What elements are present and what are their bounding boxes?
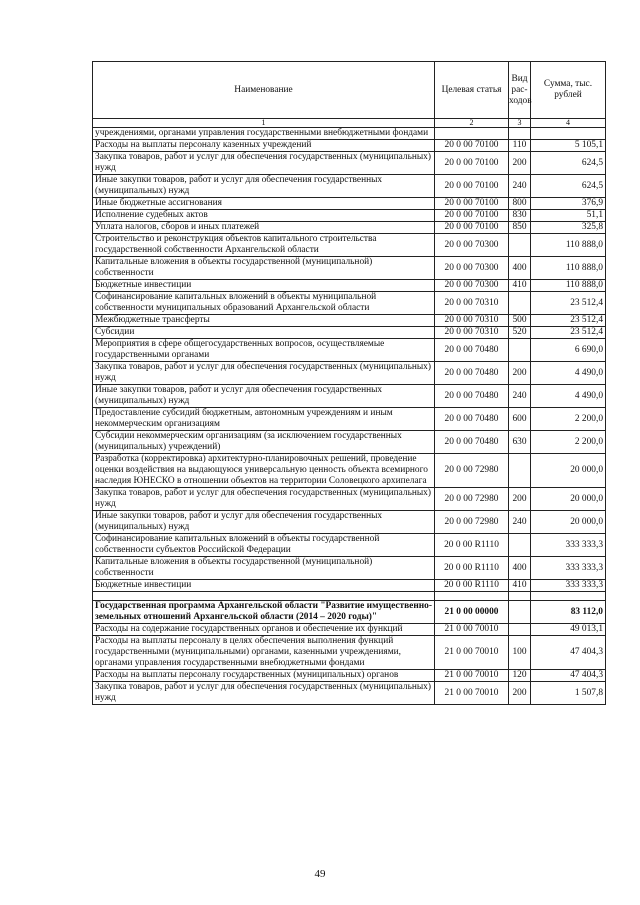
row-sum: 4 490,0: [531, 385, 606, 408]
row-name: Софинансирование капитальных вложений в объекты муниципальной собственности муниципальных образований Архангельской области: [93, 292, 435, 315]
row-code: [435, 592, 509, 601]
row-name: Государственная программа Архангельской области "Развитие имущественно-земельных отношений Архангельской области (2014 – 2020 годы)": [93, 601, 435, 624]
header-type: Вид рас-ходов: [509, 62, 531, 119]
row-name: Иные закупки товаров, работ и услуг для обеспечения государственных (муниципальных) нужд: [93, 175, 435, 198]
row-name: Межбюджетные трансферты: [93, 315, 435, 327]
row-code: 20 0 00 70310: [435, 315, 509, 327]
row-code: 20 0 00 70300: [435, 234, 509, 257]
row-type: 200: [509, 682, 531, 705]
page-number: 49: [314, 868, 326, 880]
row-name: Расходы на выплаты персоналу в целях обеспечения выполнения функций государственными (муниципальными) органами, казенными учреждениями, органами управления государственными внебюджетными фондами: [93, 636, 435, 670]
row-code: 20 0 00 70100: [435, 140, 509, 152]
row-sum: 325,8: [531, 222, 606, 234]
row-name: Иные бюджетные ассигнования: [93, 198, 435, 210]
row-sum: 47 404,3: [531, 636, 606, 670]
row-type: 200: [509, 152, 531, 175]
row-sum: 51,1: [531, 210, 606, 222]
table-row: [93, 534, 606, 557]
row-code: 20 0 00 R1110: [435, 580, 509, 592]
row-code: 20 0 00 70100: [435, 152, 509, 175]
row-type: [509, 534, 531, 557]
row-code: 20 0 00 70300: [435, 280, 509, 292]
row-code: 20 0 00 70100: [435, 222, 509, 234]
row-sum: 1 507,8: [531, 682, 606, 705]
row-sum: 20 000,0: [531, 511, 606, 534]
row-name: Расходы на выплаты персоналу государственных (муниципальных) органов: [93, 670, 435, 682]
row-name: Строительство и реконструкция объектов капитального строительства государственной собственности Архангельской области: [93, 234, 435, 257]
row-sum: 4 490,0: [531, 362, 606, 385]
row-name: Уплата налогов, сборов и иных платежей: [93, 222, 435, 234]
row-name: Капитальные вложения в объекты государственной (муниципальной) собственности: [93, 257, 435, 280]
row-sum: 376,9: [531, 198, 606, 210]
row-name: Иные закупки товаров, работ и услуг для обеспечения государственных (муниципальных) нужд: [93, 511, 435, 534]
table-row: [93, 592, 606, 601]
row-sum: 23 512,4: [531, 315, 606, 327]
row-type: [509, 339, 531, 362]
row-code: 21 0 00 70010: [435, 682, 509, 705]
row-type: [509, 454, 531, 488]
row-name: Субсидии некоммерческим организациям (за исключением государственных (муниципальных) учреждений): [93, 431, 435, 454]
row-sum: 624,5: [531, 175, 606, 198]
row-code: 21 0 00 70010: [435, 636, 509, 670]
column-number: 4: [531, 119, 606, 128]
table-row: [93, 222, 606, 234]
column-number-row: [93, 119, 606, 128]
table-row: [93, 128, 606, 140]
row-code: 21 0 00 00000: [435, 601, 509, 624]
table-row: [93, 257, 606, 280]
row-code: 21 0 00 70010: [435, 624, 509, 636]
row-type: 120: [509, 670, 531, 682]
row-type: 240: [509, 175, 531, 198]
row-type: [509, 234, 531, 257]
row-code: 20 0 00 70480: [435, 431, 509, 454]
row-type: 410: [509, 580, 531, 592]
row-sum: 110 888,0: [531, 234, 606, 257]
row-sum: 20 000,0: [531, 488, 606, 511]
table-row: [93, 198, 606, 210]
row-type: 850: [509, 222, 531, 234]
row-name: Закупка товаров, работ и услуг для обеспечения государственных (муниципальных) нужд: [93, 362, 435, 385]
row-type: 100: [509, 636, 531, 670]
row-type: 830: [509, 210, 531, 222]
table-row: [93, 339, 606, 362]
row-type: [509, 292, 531, 315]
row-name: Закупка товаров, работ и услуг для обеспечения государственных (муниципальных) нужд: [93, 152, 435, 175]
row-code: 20 0 00 72980: [435, 488, 509, 511]
row-code: 20 0 00 70100: [435, 175, 509, 198]
table-row: [93, 601, 606, 624]
row-name: Софинансирование капитальных вложений в объекты государственной собственности субъектов Российской Федерации: [93, 534, 435, 557]
header-name: Наименование: [93, 62, 435, 119]
row-sum: 23 512,4: [531, 292, 606, 315]
row-type: 110: [509, 140, 531, 152]
table-row: [93, 580, 606, 592]
row-type: [509, 601, 531, 624]
row-type: 200: [509, 362, 531, 385]
table-body: [93, 128, 606, 705]
row-sum: 5 105,1: [531, 140, 606, 152]
table-row: [93, 362, 606, 385]
row-name: Предоставление субсидий бюджетным, автономным учреждениям и иным некоммерческим организациям: [93, 408, 435, 431]
row-sum: 333 333,3: [531, 534, 606, 557]
table-row: [93, 280, 606, 292]
row-type: 410: [509, 280, 531, 292]
row-code: [435, 128, 509, 140]
row-name: Субсидии: [93, 327, 435, 339]
row-type: 800: [509, 198, 531, 210]
row-type: [509, 128, 531, 140]
table-row: [93, 315, 606, 327]
row-code: 20 0 00 70480: [435, 339, 509, 362]
row-type: 500: [509, 315, 531, 327]
budget-table: [92, 61, 606, 705]
table-row: [93, 488, 606, 511]
row-code: 20 0 00 R1110: [435, 557, 509, 580]
table-row: [93, 175, 606, 198]
row-type: [509, 592, 531, 601]
row-type: 600: [509, 408, 531, 431]
row-type: 400: [509, 557, 531, 580]
row-sum: 333 333,3: [531, 580, 606, 592]
row-type: 630: [509, 431, 531, 454]
table-row: [93, 431, 606, 454]
row-name: Расходы на содержание государственных органов и обеспечение их функций: [93, 624, 435, 636]
row-sum: [531, 128, 606, 140]
row-name: [93, 592, 435, 601]
row-code: 20 0 00 72980: [435, 511, 509, 534]
row-sum: 49 013,1: [531, 624, 606, 636]
table-row: [93, 511, 606, 534]
row-code: 20 0 00 70310: [435, 292, 509, 315]
table-row: [93, 152, 606, 175]
row-name: Расходы на выплаты персоналу казенных учреждений: [93, 140, 435, 152]
row-name: Бюджетные инвестиции: [93, 280, 435, 292]
table-row: [93, 292, 606, 315]
row-code: 21 0 00 70010: [435, 670, 509, 682]
row-code: 20 0 00 70100: [435, 210, 509, 222]
table-row: [93, 454, 606, 488]
row-name: Закупка товаров, работ и услуг для обеспечения государственных (муниципальных) нужд: [93, 682, 435, 705]
row-type: [509, 624, 531, 636]
row-type: 400: [509, 257, 531, 280]
row-sum: 2 200,0: [531, 408, 606, 431]
table-row: [93, 682, 606, 705]
row-name: Исполнение судебных актов: [93, 210, 435, 222]
row-code: 20 0 00 70480: [435, 362, 509, 385]
table-row: [93, 557, 606, 580]
table-row: [93, 408, 606, 431]
row-code: 20 0 00 70300: [435, 257, 509, 280]
column-number: 1: [93, 119, 435, 128]
row-code: 20 0 00 70480: [435, 385, 509, 408]
row-name: Разработка (корректировка) архитектурно-планировочных решений, проведение оценки воздействия на выдающуюся универсальную ценность объекта всемирного наследия ЮНЕСКО в отношении объектов на территории Соловецкого архипелага: [93, 454, 435, 488]
column-number: 2: [435, 119, 509, 128]
row-sum: 110 888,0: [531, 257, 606, 280]
table-row: [93, 385, 606, 408]
header-row: [93, 62, 606, 119]
row-code: 20 0 00 72980: [435, 454, 509, 488]
row-name: Закупка товаров, работ и услуг для обеспечения государственных (муниципальных) нужд: [93, 488, 435, 511]
row-code: 20 0 00 R1110: [435, 534, 509, 557]
row-sum: 110 888,0: [531, 280, 606, 292]
column-number: 3: [509, 119, 531, 128]
row-code: 20 0 00 70480: [435, 408, 509, 431]
row-sum: [531, 592, 606, 601]
row-sum: 6 690,0: [531, 339, 606, 362]
table-row: [93, 140, 606, 152]
row-sum: 624,5: [531, 152, 606, 175]
row-sum: 23 512,4: [531, 327, 606, 339]
header-sum: Сумма, тыс. рублей: [531, 62, 606, 119]
row-name: Бюджетные инвестиции: [93, 580, 435, 592]
row-name: учреждениями, органами управления государственными внебюджетными фондами: [93, 128, 435, 140]
table-row: [93, 670, 606, 682]
table-row: [93, 234, 606, 257]
row-sum: 47 404,3: [531, 670, 606, 682]
table-row: [93, 210, 606, 222]
row-sum: 20 000,0: [531, 454, 606, 488]
row-type: 240: [509, 511, 531, 534]
row-sum: 333 333,3: [531, 557, 606, 580]
row-code: 20 0 00 70310: [435, 327, 509, 339]
row-type: 240: [509, 385, 531, 408]
row-name: Капитальные вложения в объекты государственной (муниципальной) собственности: [93, 557, 435, 580]
row-type: 200: [509, 488, 531, 511]
header-code: Целевая статья: [435, 62, 509, 119]
table-row: [93, 636, 606, 670]
row-code: 20 0 00 70100: [435, 198, 509, 210]
table-row: [93, 327, 606, 339]
row-sum: 83 112,0: [531, 601, 606, 624]
row-name: Иные закупки товаров, работ и услуг для обеспечения государственных (муниципальных) нужд: [93, 385, 435, 408]
row-type: 520: [509, 327, 531, 339]
row-sum: 2 200,0: [531, 431, 606, 454]
row-name: Мероприятия в сфере общегосударственных вопросов, осуществляемые государственными органами: [93, 339, 435, 362]
table-row: [93, 624, 606, 636]
